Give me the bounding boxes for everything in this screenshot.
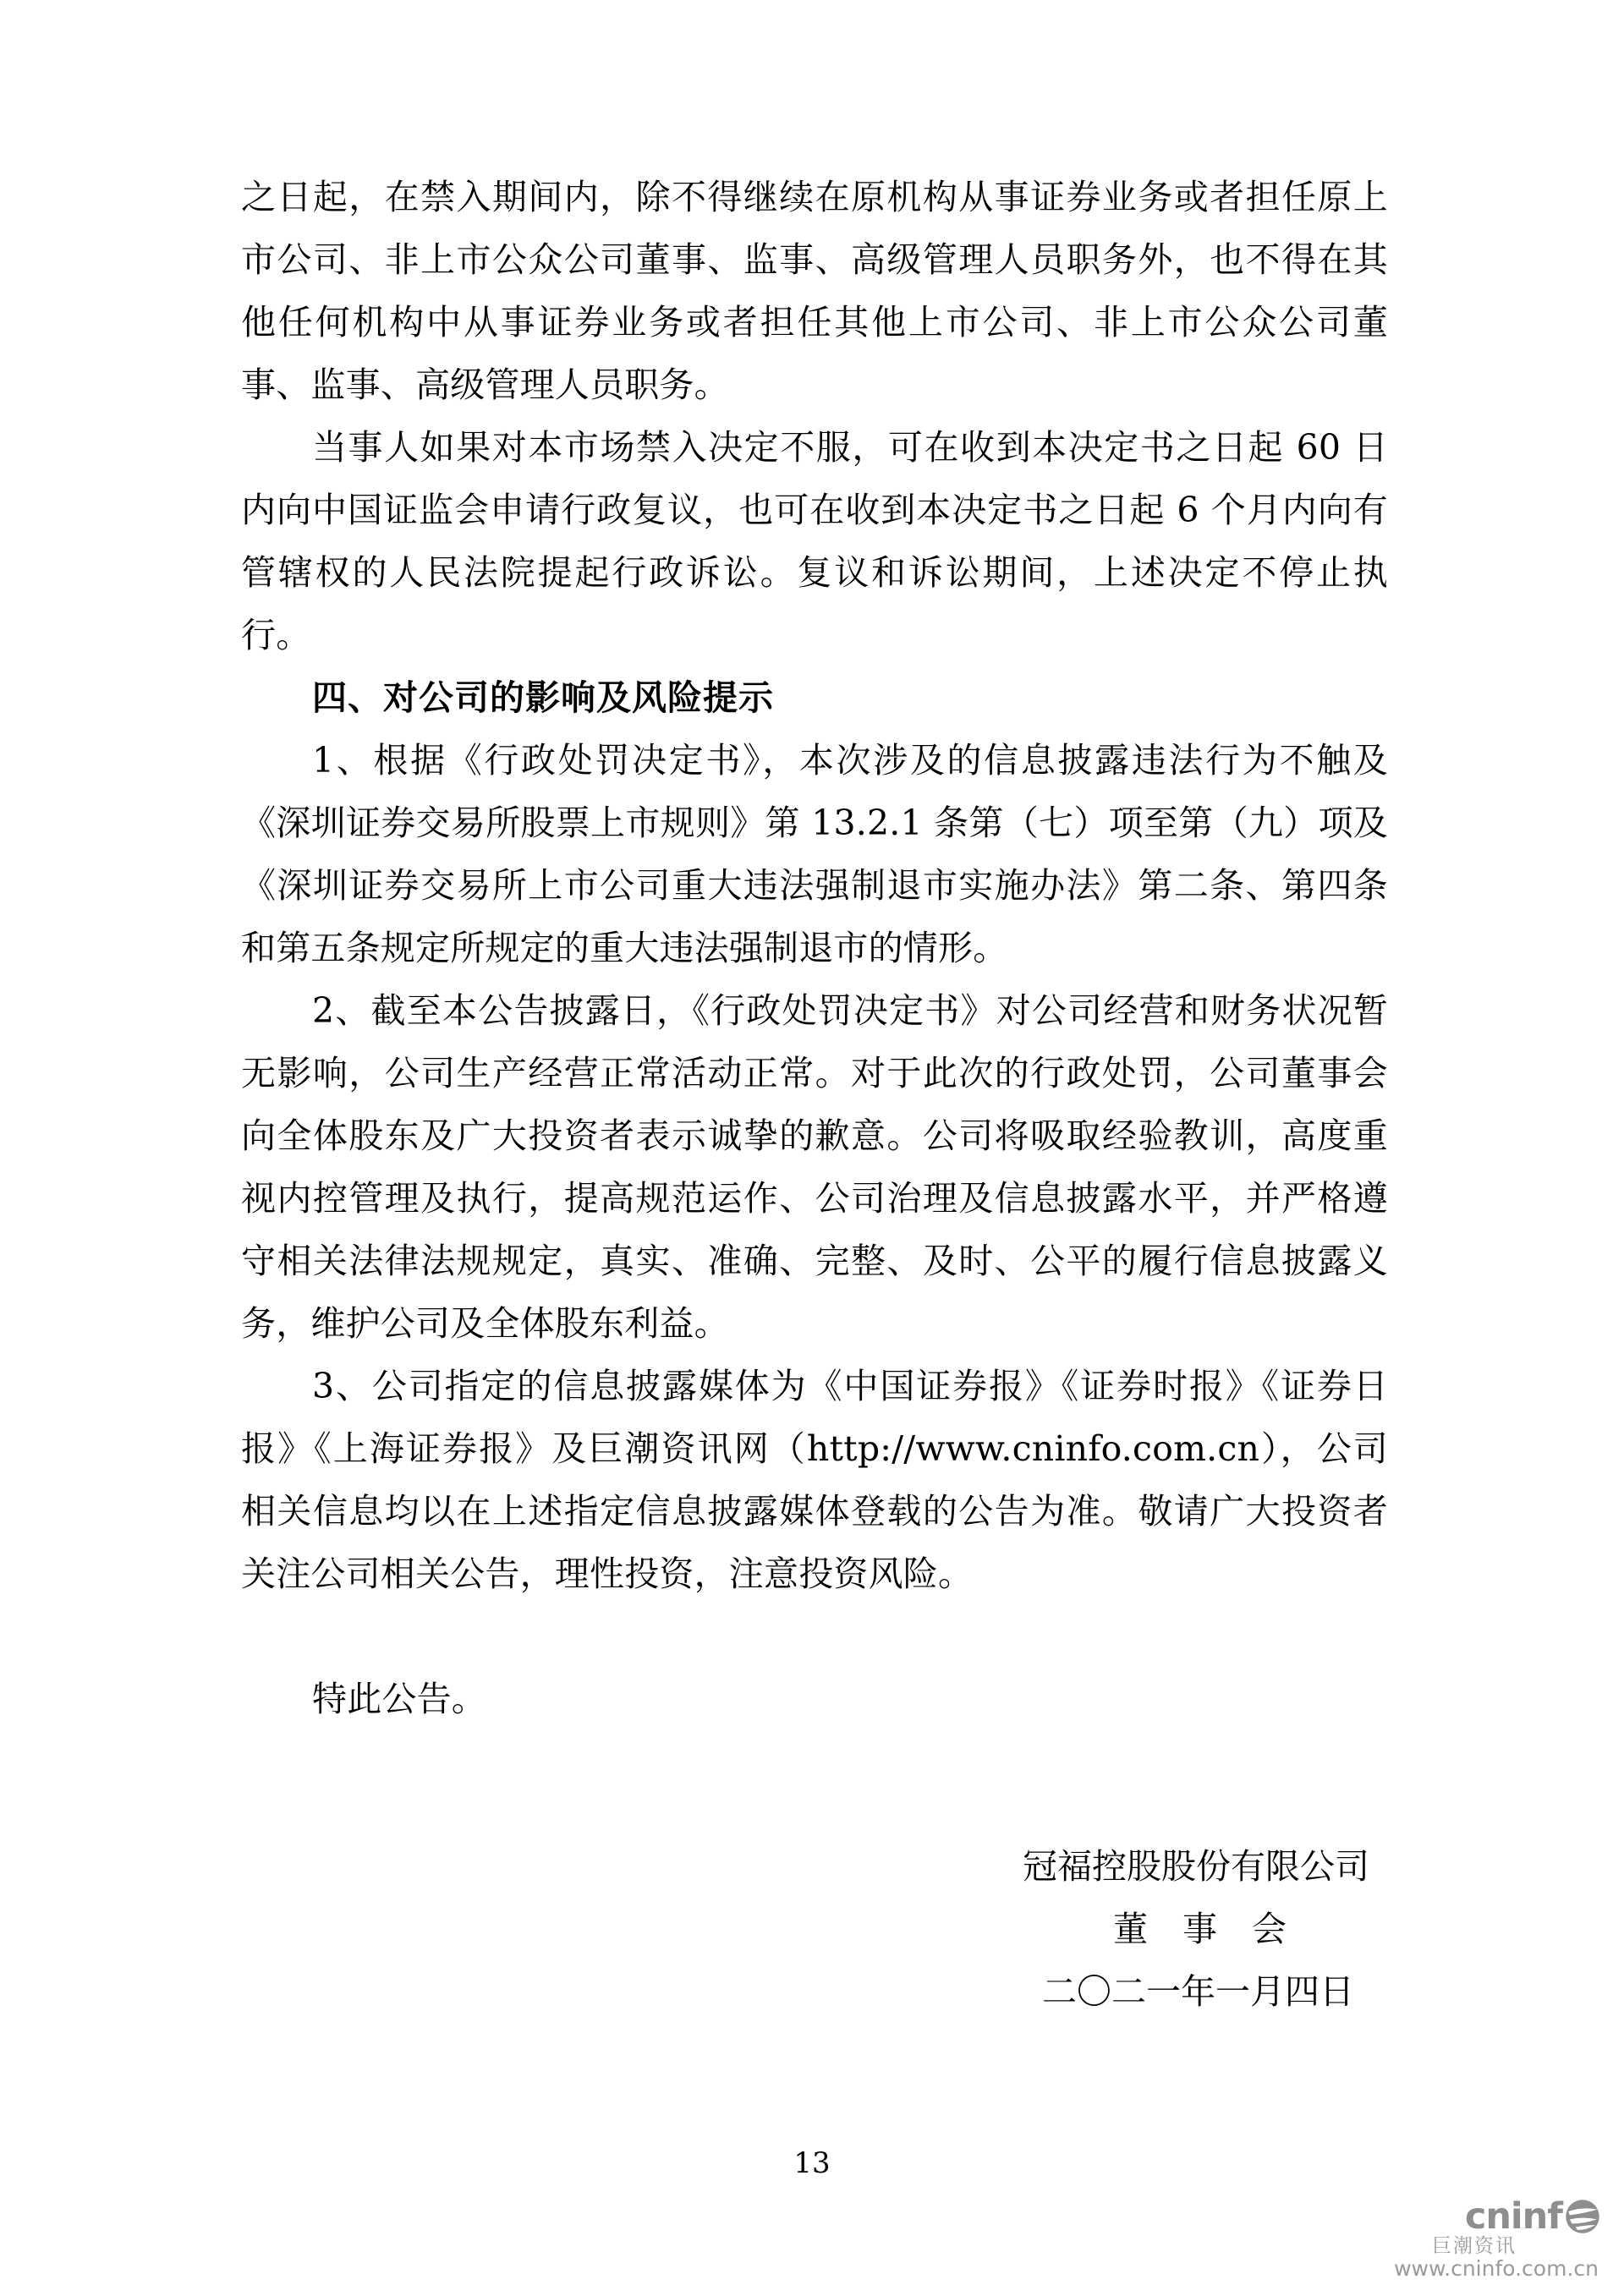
signature-date: 二〇二一年一月四日 (1042, 1971, 1354, 2012)
signature-board-of-directors: 董 事 会 (1113, 1909, 1287, 1949)
globe-icon (1565, 2199, 1600, 2234)
cninfo-watermark (1389, 2195, 1600, 2281)
page-number: 13 (793, 2146, 831, 2180)
paragraph-appeal: 当事人如果对本市场禁入决定不服，可在收到本决定书之日起 60 日内向中国证监会申请行政复议，也可在收到本决定书之日起 6 个月内向有管辖权的人民法院提起行政诉讼。复议和诉讼期间，上述决定不停止执行。 (241, 427, 1388, 655)
paragraph-item-1: 1、根据《行政处罚决定书》，本次涉及的信息披露违法行为不触及《深圳证券交易所股票上市规则》第 13.2.1 条第（七）项至第（九）项及《深圳证券交易所上市公司重大违法强制退市实施办法》第二条、第四条和第五条规定所规定的重大违法强制退市的情形。 (241, 740, 1388, 968)
paragraph-spacer (241, 1605, 1388, 1668)
signature-block (241, 1835, 1388, 2023)
cninfo-url: www.cninfo.com.cn (1394, 2256, 1599, 2281)
cninfo-chinese-name: 巨潮资讯 (1432, 2235, 1517, 2257)
cninfo-brand-text: cninf (1464, 2195, 1562, 2238)
section-heading-four: 四、对公司的影响及风险提示 (312, 677, 774, 718)
signature-company-name: 冠福控股股份有限公司 (1023, 1846, 1369, 1887)
watermark-logo-row (1389, 2195, 1600, 2238)
paragraph-closing: 特此公告。 (312, 1679, 486, 1719)
paragraph-item-2: 2、截至本公告披露日，《行政处罚决定书》对公司经营和财务状况暂无影响，公司生产经营正常活动正常。对于此次的行政处罚，公司董事会向全体股东及广大投资者表示诚挚的歉意。公司将吸取经验教训，高度重视内控管理及执行，提高规范运作、公司治理及信息披露水平，并严格遵守相关法律法规规定，真实、准确、完整、及时、公平的履行信息披露义务，维护公司及全体股东利益。 (241, 990, 1388, 1344)
paragraph-market-ban: 之日起，在禁入期间内，除不得继续在原机构从事证券业务或者担任原上市公司、非上市公众公司董事、监事、高级管理人员职务外，也不得在其他任何机构中从事证券业务或者担任其他上市公司、非上市公众公司董事、监事、高级管理人员职务。 (241, 177, 1388, 405)
paragraph-item-3: 3、公司指定的信息披露媒体为《中国证券报》《证券时报》《证券日报》《上海证券报》及巨潮资讯网（http://www.cninfo.com.cn），公司相关信息均以在上述指定信息披露媒体登载的公告为准。敬请广大投资者关注公司相关公告，理性投资，注意投资风险。 (241, 1366, 1388, 1594)
document-body (241, 166, 1388, 1730)
